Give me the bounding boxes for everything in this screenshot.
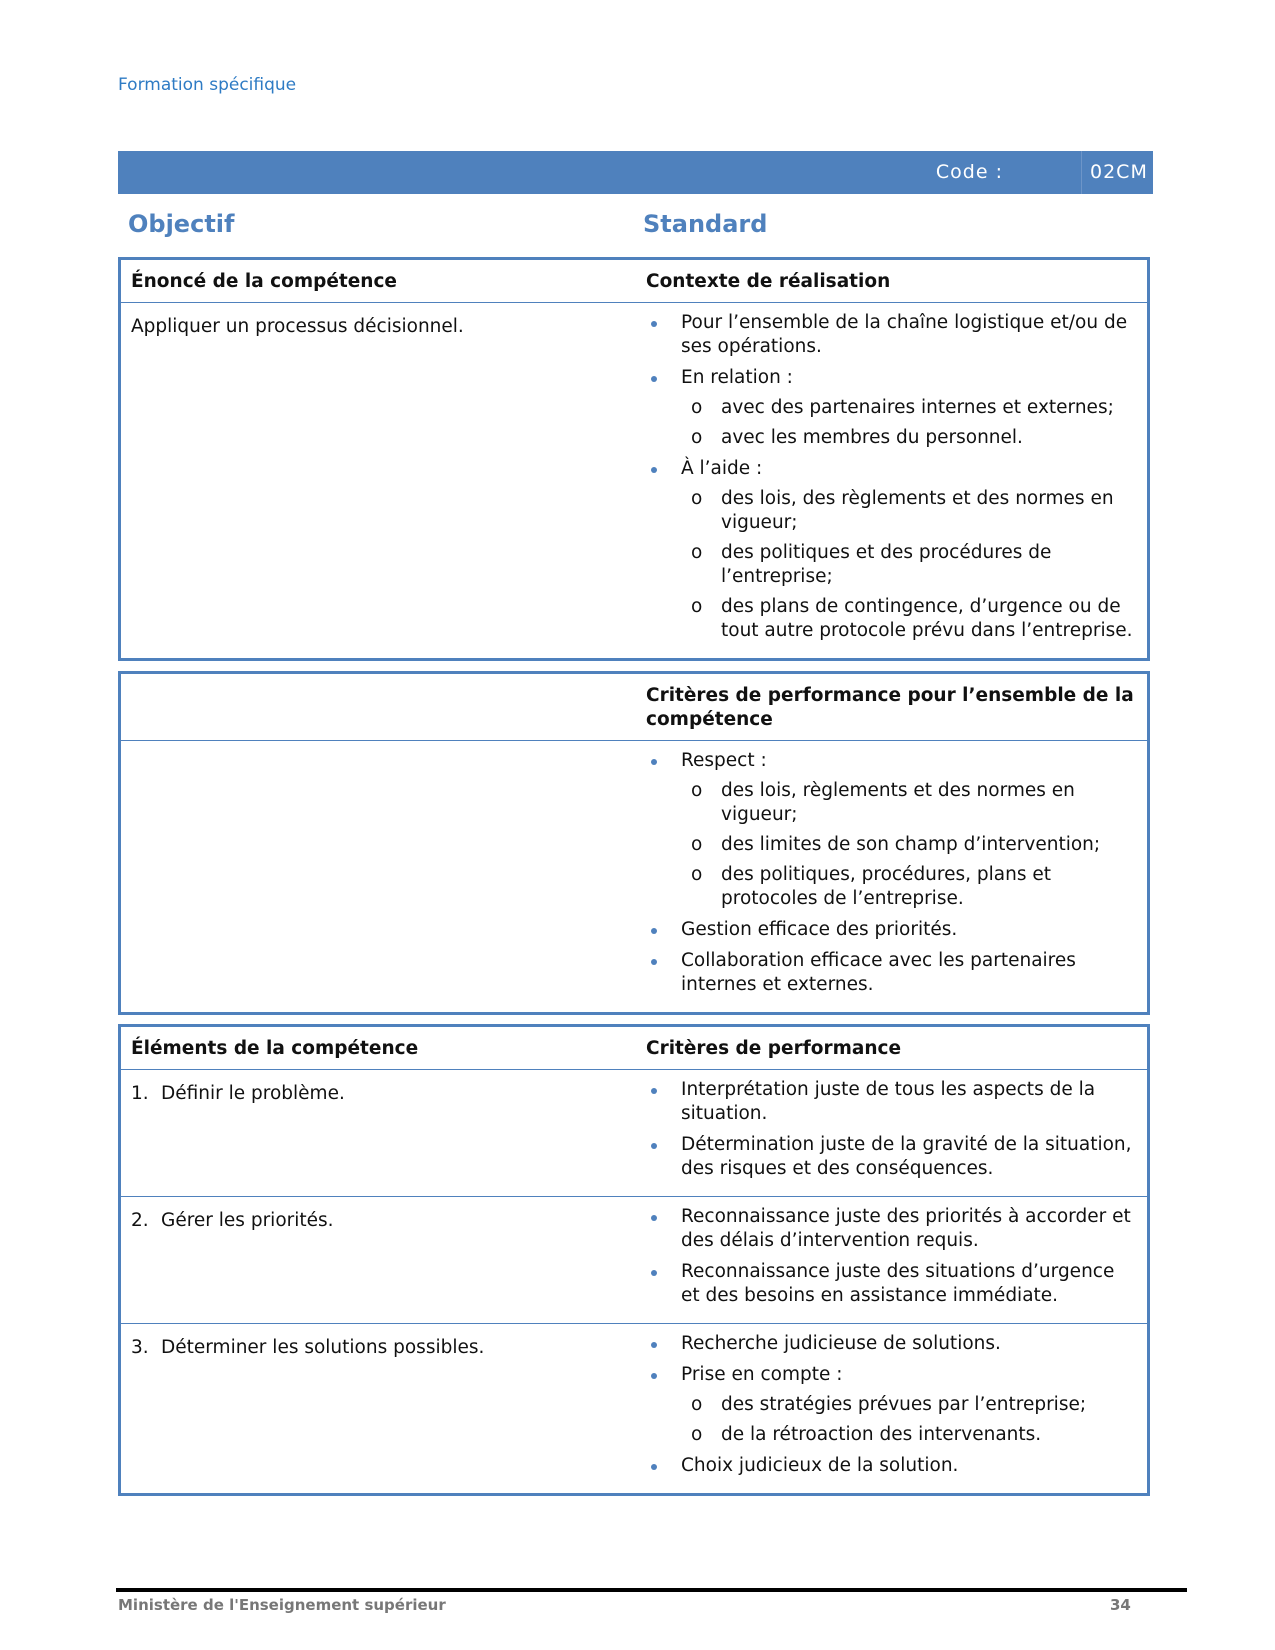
criteria-global-table [118, 671, 1150, 1015]
sub-list [681, 487, 1137, 643]
bullet-item [646, 457, 1137, 643]
element-cell [120, 1324, 637, 1495]
bullet-text: Respect : [681, 750, 767, 771]
standard-heading: Standard [643, 210, 768, 238]
bullet-text: Reconnaissance juste des priorités à accorder et des délais d’intervention requis. [681, 1206, 1131, 1251]
empty-cell [120, 741, 637, 1014]
element-number: 2. [131, 1210, 149, 1231]
sub-list [681, 396, 1137, 450]
empty-cell [120, 673, 637, 741]
sub-item: o de la rétroaction des intervenants. [681, 1423, 1137, 1447]
element-number: 1. [131, 1083, 149, 1104]
performance-header: Critères de performance [636, 1026, 1149, 1070]
bullet-item [646, 1363, 1137, 1447]
sub-item: o avec des partenaires internes et externes; [681, 396, 1137, 420]
bullet-text: Interprétation juste de tous les aspects de la situation. [681, 1079, 1096, 1124]
criteria-cell [636, 1324, 1149, 1495]
objectif-heading: Objectif [128, 210, 235, 238]
element-number: 3. [131, 1337, 149, 1358]
code-label: Code : [935, 161, 1003, 183]
table-row [120, 1324, 1149, 1495]
enonce-table [118, 257, 1150, 661]
element-text: Définir le problème. [161, 1083, 345, 1104]
criteria-cell [636, 1197, 1149, 1324]
enonce-text: Appliquer un processus décisionnel. [131, 316, 464, 337]
element-text: Gérer les priorités. [161, 1210, 334, 1231]
bullet-text: Collaboration efficace avec les partenaires internes et externes. [681, 950, 1076, 995]
criteria-list [646, 1078, 1137, 1181]
bullet-item [646, 1133, 1137, 1181]
footer-rule [116, 1588, 1187, 1592]
bullet-item [646, 1205, 1137, 1253]
element-cell [120, 1070, 637, 1197]
bullet-item [646, 1260, 1137, 1308]
sub-item: o des politiques, procédures, plans et protocoles de l’entreprise. [681, 863, 1137, 911]
sub-item: o des politiques et des procédures de l’entreprise; [681, 541, 1137, 589]
bullet-text: En relation : [681, 367, 793, 388]
bullet-text: Détermination juste de la gravité de la situation, des risques et des conséquences. [681, 1134, 1132, 1179]
table-row [120, 1070, 1149, 1197]
contexte-list [646, 311, 1137, 643]
sub-item: o des limites de son champ d’intervention; [681, 833, 1137, 857]
criteria-global-list [646, 749, 1137, 997]
bullet-text: Gestion efficace des priorités. [681, 919, 958, 940]
sub-item: o des lois, règlements et des normes en vigueur; [681, 779, 1137, 827]
sub-item: o des plans de contingence, d’urgence ou de tout autre protocole prévu dans l’entreprise. [681, 595, 1137, 643]
page-number: 34 [1110, 1596, 1131, 1614]
code-value: 02CM [1081, 151, 1153, 194]
sub-item: o avec les membres du personnel. [681, 426, 1137, 450]
bullet-item [646, 366, 1137, 450]
bullet-item [646, 1454, 1137, 1478]
enonce-header: Énoncé de la compétence [120, 259, 637, 303]
sub-item: o des lois, des règlements et des normes en vigueur; [681, 487, 1137, 535]
criteria-list [646, 1332, 1137, 1478]
elements-header: Éléments de la compétence [120, 1026, 637, 1070]
bullet-item [646, 918, 1137, 942]
running-header: Formation spécifique [118, 75, 297, 95]
criteria-global-header: Critères de performance pour l’ensemble de la compétence [636, 673, 1149, 741]
bullet-text: Prise en compte : [681, 1364, 843, 1385]
element-cell [120, 1197, 637, 1324]
table-row [120, 1197, 1149, 1324]
criteria-cell [636, 1070, 1149, 1197]
sub-item: o des stratégies prévues par l’entreprise; [681, 1393, 1137, 1417]
element-text: Déterminer les solutions possibles. [161, 1337, 485, 1358]
bullet-item [646, 1078, 1137, 1126]
bullet-item [646, 949, 1137, 997]
bullet-text: À l’aide : [681, 458, 763, 479]
footer-ministry: Ministère de l'Enseignement supérieur [118, 1596, 446, 1614]
contexte-header: Contexte de réalisation [636, 259, 1149, 303]
elements-table [118, 1024, 1150, 1496]
sub-list [681, 1393, 1137, 1447]
sub-list [681, 779, 1137, 911]
bullet-item [646, 749, 1137, 911]
bullet-text: Recherche judicieuse de solutions. [681, 1333, 1001, 1354]
bullet-item [646, 311, 1137, 359]
bullet-text: Pour l’ensemble de la chaîne logistique et/ou de ses opérations. [681, 312, 1128, 357]
criteria-list [646, 1205, 1137, 1308]
bullet-text: Reconnaissance juste des situations d’urgence et des besoins en assistance immédiate. [681, 1261, 1115, 1306]
bullet-text: Choix judicieux de la solution. [681, 1455, 959, 1476]
bullet-item [646, 1332, 1137, 1356]
code-bar [118, 151, 1153, 194]
